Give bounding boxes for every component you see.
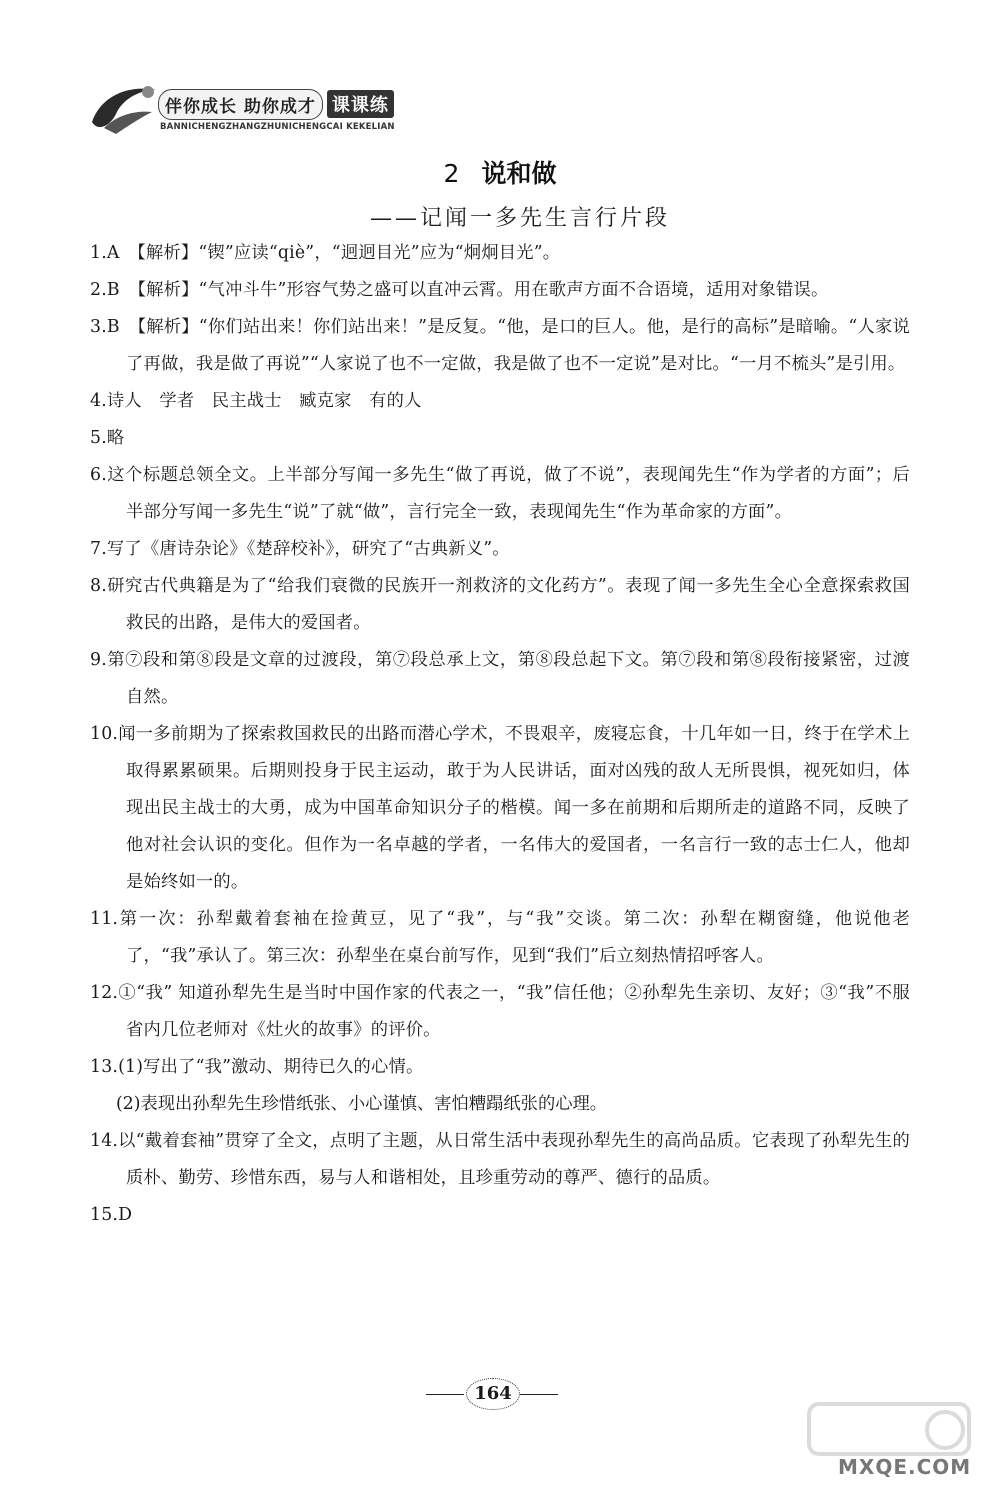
- series-header: [86, 78, 426, 140]
- lesson-title-text: 说和做: [481, 159, 557, 188]
- lesson-subtitle: ——记闻一多先生言行片段: [369, 206, 670, 231]
- watermark-text: MXQE.COM: [838, 1455, 972, 1479]
- answer-item-3: 3.B 【解析】“你们站出来！你们站出来！”是反复。“他，是口的巨人。他，是行的高标”是暗喻。“人家说了再做，我是做了再说”“人家说了也不一定做，我是做了也不一定说”是对比。“一月不梳头”是引用。: [90, 317, 910, 374]
- answer-item-6: 6.这个标题总领全文。上半部分写闻一多先生“做了再说，做了不说”，表现闻先生“作为学者的方面”；后半部分写闻一多先生“说”了就“做”，言行完全一致，表现闻先生“作为革命家的方面”。: [90, 465, 910, 522]
- answer-item-1: 1.A 【解析】“锲”应读“qiè”，“迥迥目光”应为“炯炯目光”。: [90, 243, 561, 263]
- lesson-title: [0, 154, 1000, 190]
- answer-list: [90, 235, 910, 1234]
- footer-rule-left: [426, 1394, 464, 1395]
- series-tag: 课课练: [327, 90, 394, 118]
- logo-icon: [86, 78, 166, 138]
- answer-item-12: 12.①“我” 知道孙犁先生是当时中国作家的代表之一，“我”信任他；②孙犁先生亲切、友好；③“我”不服省内几位老师对《灶火的故事》的评价。: [90, 983, 910, 1040]
- series-slogan: 伴你成长 助你成才: [158, 89, 323, 120]
- answer-item-13: 13.(1)写出了“我”激动、期待已久的心情。: [90, 1057, 424, 1077]
- lesson-number: 2: [443, 159, 460, 188]
- answer-item-2: 2.B 【解析】“气冲斗牛”形容气势之盛可以直冲云霄。用在歌声方面不合语境，适用对象错误。: [90, 280, 829, 300]
- answer-item-4: 4.诗人 学者 民主战士 臧克家 有的人: [90, 391, 422, 411]
- answer-item-9: 9.第⑦段和第⑧段是文章的过渡段，第⑦段总承上文，第⑧段总起下文。第⑦段和第⑧段衔接紧密，过渡自然。: [90, 650, 910, 707]
- series-pinyin: BANNICHENGZHANGZHUNICHENGCAI KEKELIAN: [160, 122, 395, 132]
- answer-item-15: 15.D: [90, 1205, 133, 1225]
- answer-item-5: 5.略: [90, 428, 125, 448]
- answer-item-10: 10.闻一多前期为了探索救国救民的出路而潜心学术，不畏艰辛，废寝忘食，十几年如一日，终于在学术上取得累累硕果。后期则投身于民主运动，敢于为人民讲话，面对凶残的敌人无所畏惧，视死如归，体现出民主战士的大勇，成为中国革命知识分子的楷模。闻一多在前期和后期所走的道路不同，反映了他对社会认识的变化。但作为一名卓越的学者，一名伟大的爱国者，一名言行一致的志士仁人，他却是始终如一的。: [90, 724, 910, 892]
- page-number: 164: [466, 1378, 520, 1410]
- answer-item-8: 8.研究古代典籍是为了“给我们衰微的民族开一剂救济的文化药方”。表现了闻一多先生全心全意探索救国救民的出路，是伟大的爱国者。: [90, 576, 910, 633]
- answer-item-13-sub: (2)表现出孙犁先生珍惜纸张、小心谨慎、害怕糟蹋纸张的心理。: [116, 1094, 608, 1114]
- series-banner: [158, 90, 394, 118]
- footer-rule-right: [520, 1394, 558, 1395]
- answer-item-14: 14.以“戴着套袖”贯穿了全文，点明了主题，从日常生活中表现孙犁先生的高尚品质。它表现了孙犁先生的质朴、勤劳、珍惜东西，易与人和谐相处，且珍重劳动的尊严、德行的品质。: [90, 1131, 910, 1188]
- answer-item-7: 7.写了《唐诗杂论》《楚辞校补》，研究了“古典新义”。: [90, 539, 510, 559]
- answer-item-11: 11.第一次：孙犁戴着套袖在捡黄豆，见了“我”，与“我”交谈。第二次：孙犁在糊窗缝，他说他老了，“我”承认了。第三次：孙犁坐在桌台前写作，见到“我们”后立刻热情招呼客人。: [90, 909, 910, 966]
